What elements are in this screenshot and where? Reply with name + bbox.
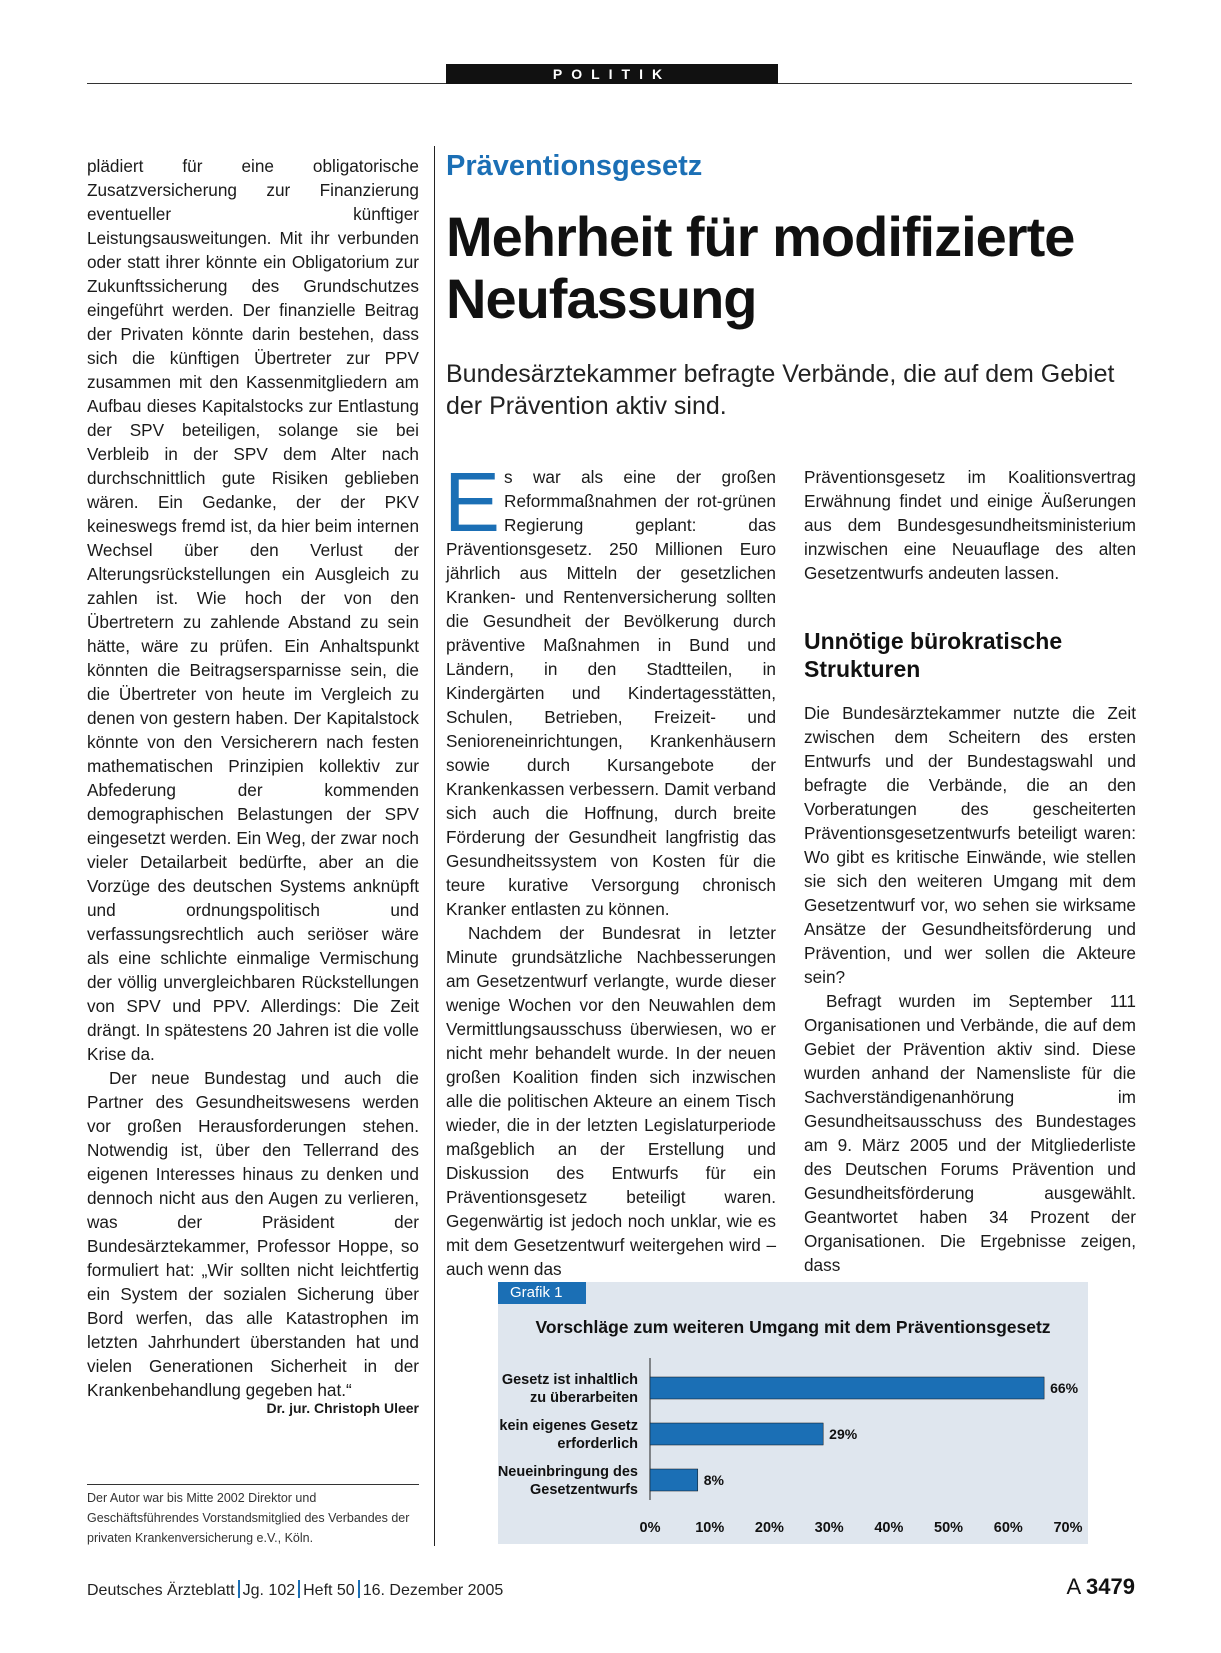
page-number bbox=[1066, 1574, 1135, 1600]
page-footer bbox=[87, 1580, 503, 1600]
article-paragraph-2: Nachdem der Bundesrat in letzter Minute grundsätzliche Nachbesserungen am Gesetzentwurf verlangte, wurde dieser wenige Wochen vor den Neuwahlen dem Vermittlungsausschuss überwiesen, wo er nicht mehr behandelt wurde. In der neuen großen Koalition finden sich inzwischen alle die politischen Akteure an einem Tisch wieder, die in der letzten Legislaturperiode maßgeblich an der Erstellung und Diskussion des Entwurfs für ein Präventionsgesetz beteiligt waren. Gegenwärtig ist jedoch noch unklar, wie es mit dem Gesetzentwurf weitergehen wird – auch wenn das bbox=[446, 923, 776, 1279]
article-subhead: Unnötige bürokratische Strukturen bbox=[804, 628, 1063, 682]
chart-tick-label: 10% bbox=[695, 1520, 725, 1536]
chart-tick-label: 20% bbox=[754, 1520, 784, 1536]
article-kicker: Präventionsgesetz bbox=[446, 150, 703, 182]
left-paragraph-2 bbox=[87, 1066, 419, 1402]
column-divider bbox=[434, 146, 435, 1546]
footer-separator bbox=[358, 1580, 360, 1598]
article-paragraph-3: Präventionsgesetz im Koalitionsvertrag Erwähnung findet und einige Äußerungen aus dem Bundesgesundheitsministerium inzwischen eine Neuauflage des alten Gesetzentwurfs andeuten lassen. bbox=[804, 467, 1136, 583]
article-column-2 bbox=[804, 465, 1136, 1277]
chart-data-label: 29% bbox=[829, 1426, 858, 1442]
bar-chart bbox=[498, 1282, 1088, 1544]
chart-tick-label: 40% bbox=[874, 1520, 904, 1536]
chart-category-label: zu überarbeiten bbox=[530, 1390, 638, 1406]
chart-category-label: erforderlich bbox=[557, 1436, 638, 1452]
journal-volume: Jg. 102 bbox=[242, 1582, 296, 1599]
left-paragraph-1: plädiert für eine obligatorische Zusatzversicherung zur Finanzierung eventueller künftiger Leistungsausweitungen. Mit ihr verbunden oder statt ihrer könnte ein Obligatorium zur Zukunftssicherung des Grundschutzes eingeführt werden. Der finanzielle Beitrag der Privaten könnte darin bestehen, dass sich die künftigen Übertreter zur PPV zusammen mit den Kassenmitgliedern am Aufbau dieses Kapitalstocks zur Entlastung der SPV beteiligen, solange sie bei Verbleib in der SPV dem Alter nach durchschnittlich gute Risiken geblieben wären. Ein Gedanke, der der PKV keineswegs fremd ist, da hier beim internen Wechsel über den Verlust der Alterungsrückstellungen ein Ausgleich zu zahlen ist. Wie hoch der von den Übertretern zu zahlende Abstand zu sein hätte, wäre zu prüfen. Ein Anhaltspunkt könnten die Beitragsersparnisse sein, die die Übertreter von heute im Vergleich zu denen von gestern haben. Der Kapitalstock könnte von den Versicherern nach festen mathematischen Prinzipien kollektiv zur Abfederung der kommenden demographischen Belastungen der SPV eingesetzt werden. Ein Weg, der zwar noch vieler Detailarbeit bedürfte, aber an die Vorzüge des deutschen Systems anknüpft und ordnungspolitisch und verfassungsrechtlich auch seriöser wäre als eine schlichte einmalige Vermischung der völlig unvergleichbaren Rückstellungen von SPV und PPV. Allerdings: Die Zeit drängt. In spätestens 20 Jahren ist die volle Krise da. bbox=[87, 156, 419, 1064]
article-column-1 bbox=[444, 455, 776, 1281]
journal-name: Deutsches Ärzteblatt bbox=[87, 1582, 235, 1599]
drop-cap: E bbox=[444, 455, 501, 549]
chart-bar bbox=[650, 1377, 1044, 1399]
chart-tick-label: 0% bbox=[639, 1520, 661, 1536]
footer-separator bbox=[298, 1580, 300, 1598]
chart-category-label: Gesetz ist inhaltlich bbox=[501, 1372, 638, 1388]
chart-bar bbox=[650, 1469, 698, 1491]
journal-date: 16. Dezember 2005 bbox=[362, 1582, 504, 1599]
left-column bbox=[87, 154, 419, 1416]
chart-title: Vorschläge zum weiteren Umgang mit dem Präventionsgesetz bbox=[535, 1317, 1051, 1337]
chart-data-label: 8% bbox=[703, 1472, 725, 1488]
chart-tick-label: 70% bbox=[1053, 1520, 1083, 1536]
article-deck: Bundesärztekammer befragte Verbände, die auf dem Gebiet der Prävention aktiv sind. bbox=[446, 360, 1115, 420]
chart-tab-label: Grafik 1 bbox=[498, 1282, 586, 1304]
author-footnote: Der Autor war bis Mitte 2002 Direktor und Geschäftsführendes Vorstandsmitglied des Verbandes der privaten Krankenversicherung e.V., Köln. bbox=[87, 1491, 410, 1545]
page-prefix: A bbox=[1066, 1574, 1080, 1599]
chart-data-label: 66% bbox=[1050, 1380, 1079, 1396]
chart-category-label: Gesetzentwurfs bbox=[530, 1482, 638, 1498]
article-paragraph-5: Befragt wurden im September 111 Organisationen und Verbände, die auf dem Gebiet der Prävention aktiv sind. Diese wurden anhand der Namensliste für die Sachverständigenanhörung im Gesundheitsausschuss des Bundestages am 9. März 2005 und der Mitgliederliste des Deutschen Forums Prävention und Gesundheitsförderung ausgewählt. Geantwortet haben 34 Prozent der Organisationen. Die Ergebnisse zeigen, dass bbox=[804, 991, 1136, 1275]
chart-tick-label: 30% bbox=[814, 1520, 844, 1536]
article-paragraph-4: Die Bundesärztekammer nutzte die Zeit zwischen dem Scheitern des ersten Entwurfs und der Bundestagswahl und befragte die Verbände, die an den Vorberatungen des gescheiterten Präventionsgesetzentwurfs beteiligt waren: Wo gibt es kritische Einwände, wie stellen sie sich den weiteren Umgang mit dem Gesetzentwurf vor, wo sehen sie wirksame Ansätze der Gesundheitsförderung und Prävention, und wer sollen die Akteure sein? bbox=[804, 703, 1136, 987]
chart-category-label: kein eigenes Gesetz bbox=[499, 1418, 638, 1434]
chart-tick-label: 50% bbox=[934, 1520, 964, 1536]
section-tag: POLITIK bbox=[446, 64, 778, 84]
footnote-rule bbox=[87, 1484, 419, 1485]
footer-separator bbox=[238, 1580, 240, 1598]
chart-category-label: Neueinbringung des bbox=[498, 1464, 638, 1480]
author-signature: Dr. jur. Christoph Uleer bbox=[266, 1400, 419, 1416]
article-headline: Mehrheit für modifizierte Neufassung bbox=[446, 205, 1075, 330]
chart-bar bbox=[650, 1423, 823, 1445]
journal-issue: Heft 50 bbox=[303, 1582, 355, 1599]
left-paragraph-2-text: Der neue Bundestag und auch die Partner des Gesundheitswesens werden vor großen Herausforderungen stehen. Notwendig ist, über den Tellerrand des eigenen Interesses hinaus zu denken und dennoch nicht aus den Augen zu verlieren, was der Präsident der Bundesärztekammer, Professor Hoppe, so formuliert hat: „Wir sollten nicht leichtfertig ein System der sozialen Sicherung über Bord werfen, das alle Katastrophen im letzten Jahrhundert überstanden hat und vielen Generationen Sicherheit in der Krankenbehandlung gegeben hat.“ bbox=[87, 1068, 419, 1400]
article-paragraph-1 bbox=[444, 455, 776, 921]
page-number-value: 3479 bbox=[1086, 1574, 1135, 1599]
article-paragraph-1-text: s war als eine der großen Reformmaßnahmen der rot-grünen Regierung geplant: das Präventionsgesetz. 250 Millionen Euro jährlich aus Mitteln der gesetzlichen Kranken- und Rentenversicherung sollten die Gesundheit der Bevölkerung durch präventive Maßnahmen in Bund und Ländern, in den Stadtteilen, in Kindergärten und Kindertagesstätten, Schulen, Betrieben, Freizeit- und Senioreneinrichtungen, Krankenhäusern sowie durch Kursangebote der Krankenkassen verbessern. Damit verband sich auch die Hoffnung, durch breite Förderung der Gesundheit langfristig das Gesundheitssystem von Kosten für die teure kurative Versorgung chronisch Kranker entlasten zu können. bbox=[446, 467, 776, 919]
chart-tick-label: 60% bbox=[993, 1520, 1023, 1536]
